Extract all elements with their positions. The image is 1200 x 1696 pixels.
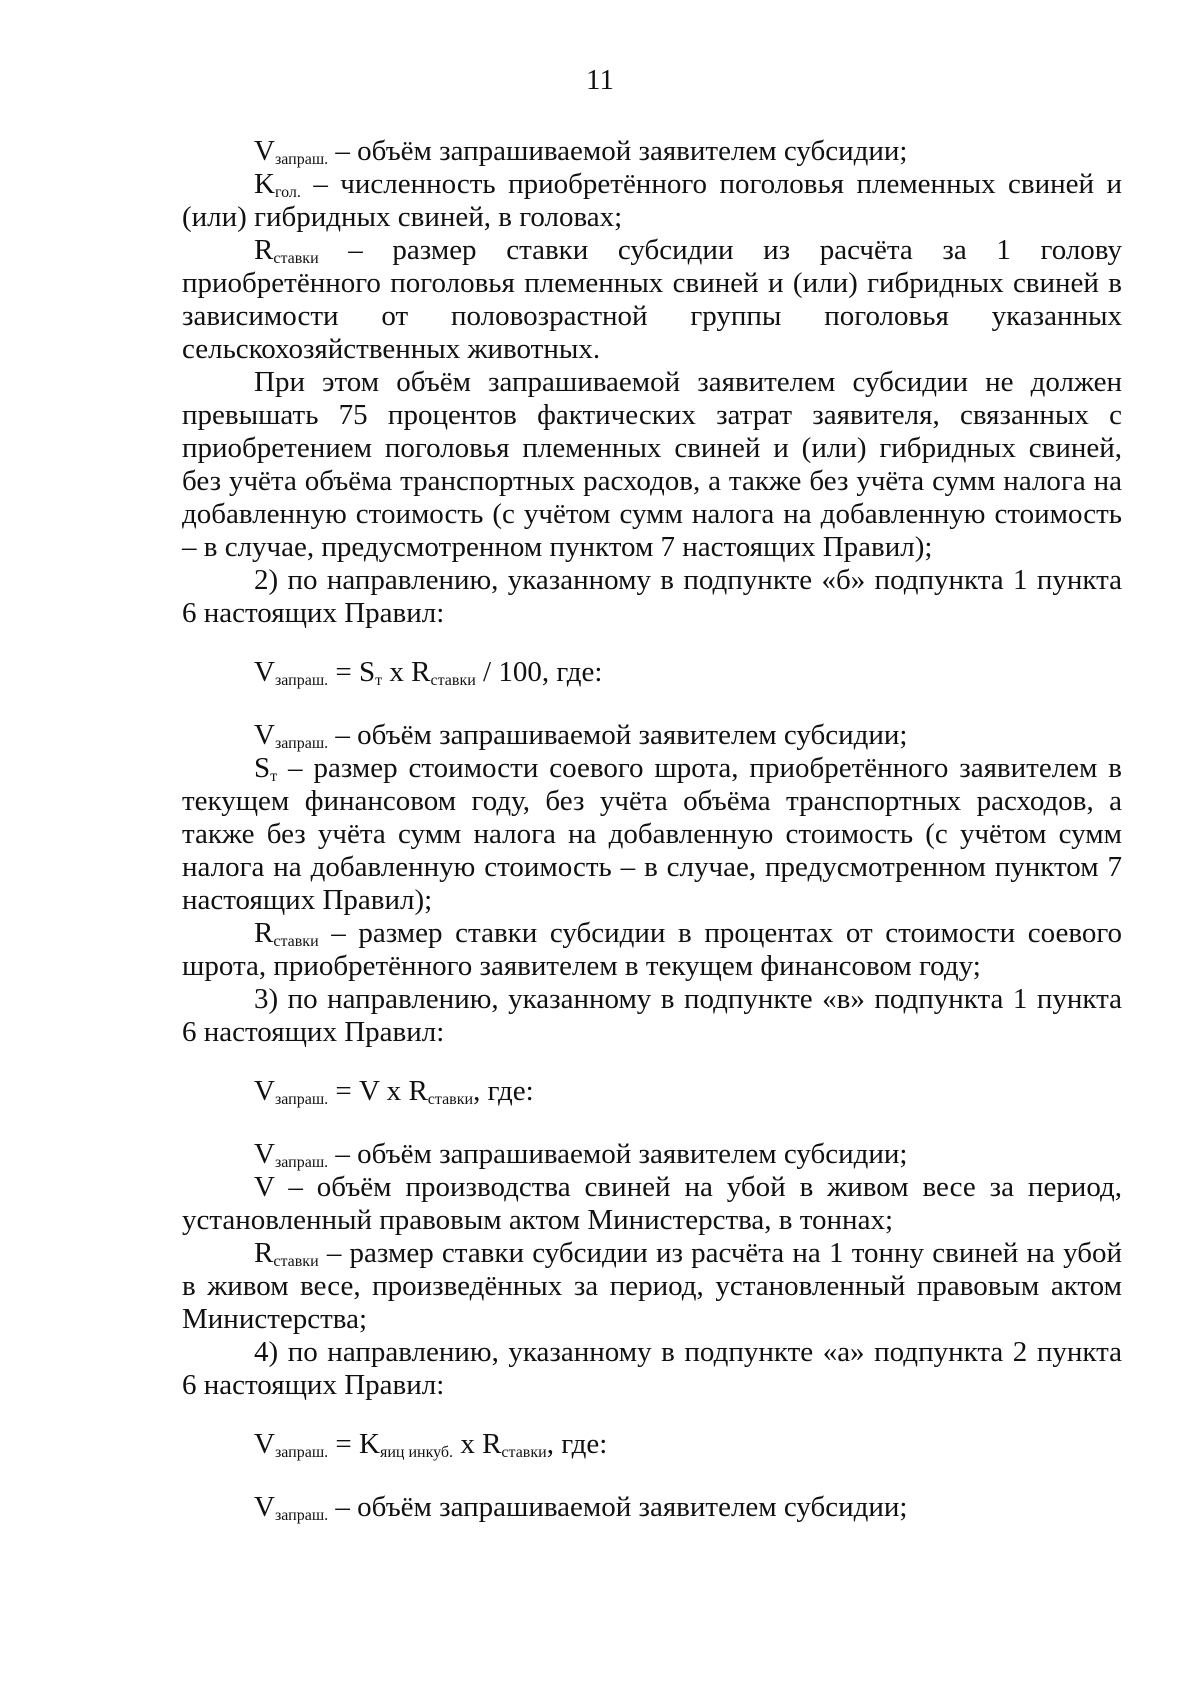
symbol-k-heads: $K_{гол.}$ [254, 168, 301, 201]
definition-v-requested-3: $V_{запраш.}$ – объём запрашиваемой заявителем субсидии; [254, 1138, 908, 1171]
definition-v-production: V – объём производства свиней на убой в живом весе за период, установленный правовым актом Министерства, в тоннах; [182, 1171, 1122, 1236]
paragraph-limit: При этом объём запрашиваемой заявителем субсидии не должен превышать 75 процентов фактических затрат заявителя, связанных с приобретением поголовья племенных свиней и (или) гибридных свиней, без учёта объёма транспортных расходов, а также без учёта сумм налога на добавленную стоимость (с учётом сумм налога на добавленную стоимость – в случае, предусмотренном пунктом 7 настоящих Правил); [182, 366, 1122, 563]
definition-r-rate-3: $R_{ставки}$ – размер ставки субсидии из расчёта на 1 тонну свиней на убой в живом весе, произведённых за период, установленный правовым актом Министерства; [182, 1237, 1122, 1335]
formula-3: $V_{запраш.} = V$ x $R_{ставки}$, где: [254, 1075, 534, 1108]
paragraph-direction-2: 2) по направлению, указанному в подпункте «б» подпункта 1 пункта 6 настоящих Правил: [182, 564, 1122, 629]
definition-s-cost: $S_т$ – размер стоимости соевого шрота, приобретённого заявителем в текущем финансовом году, без учёта объёма транспортных расходов, а также без учёта сумм налога на добавленную стоимость (с учётом сумм налога на добавленную стоимость – в случае, предусмотренном пунктом 7 настоящих Правил); [182, 752, 1122, 916]
symbol-v-requested: $V_{запраш.}$ [254, 135, 329, 168]
definition-r-rate-2: $R_{ставки}$ – размер ставки субсидии в процентах от стоимости соевого шрота, приобретённого заявителем в текущем финансовом году; [182, 917, 1122, 982]
paragraph-direction-4: 4) по направлению, указанному в подпункте «а» подпункта 2 пункта 6 настоящих Правил: [182, 1336, 1122, 1401]
definition-r-rate: $R_{ставки}$ – размер ставки субсидии из расчёта за 1 голову приобретённого поголовья племенных свиней и (или) гибридных свиней в зависимости от половозрастной группы поголовья указанных сельскохозяйственных животных. [182, 234, 1122, 365]
page-number: 11 [586, 64, 614, 96]
definition-v-requested-4: $V_{запраш.}$ – объём запрашиваемой заявителем субсидии; [254, 1491, 908, 1524]
formula-2: $V_{запраш.} = S_т$ x $R_{ставки} / 100$, где: [254, 656, 603, 689]
definition-v-requested: $V_{запраш.}$ – объём запрашиваемой заявителем субсидии; [254, 135, 908, 168]
definition-k-heads: $K_{гол.}$ – численность приобретённого поголовья племенных свиней и (или) гибридных свиней, в головах; [182, 168, 1122, 233]
formula-4: $V_{запраш.} = K_{яиц инкуб.}$ x $R_{ставки}$, где: [254, 1428, 608, 1461]
paragraph-direction-3: 3) по направлению, указанному в подпункте «в» подпункта 1 пункта 6 настоящих Правил: [182, 983, 1122, 1048]
symbol-r-rate: $R_{ставки}$ [254, 234, 319, 267]
definition-v-requested-2: $V_{запраш.}$ – объём запрашиваемой заявителем субсидии; [254, 719, 908, 752]
document-body [182, 135, 1122, 1524]
